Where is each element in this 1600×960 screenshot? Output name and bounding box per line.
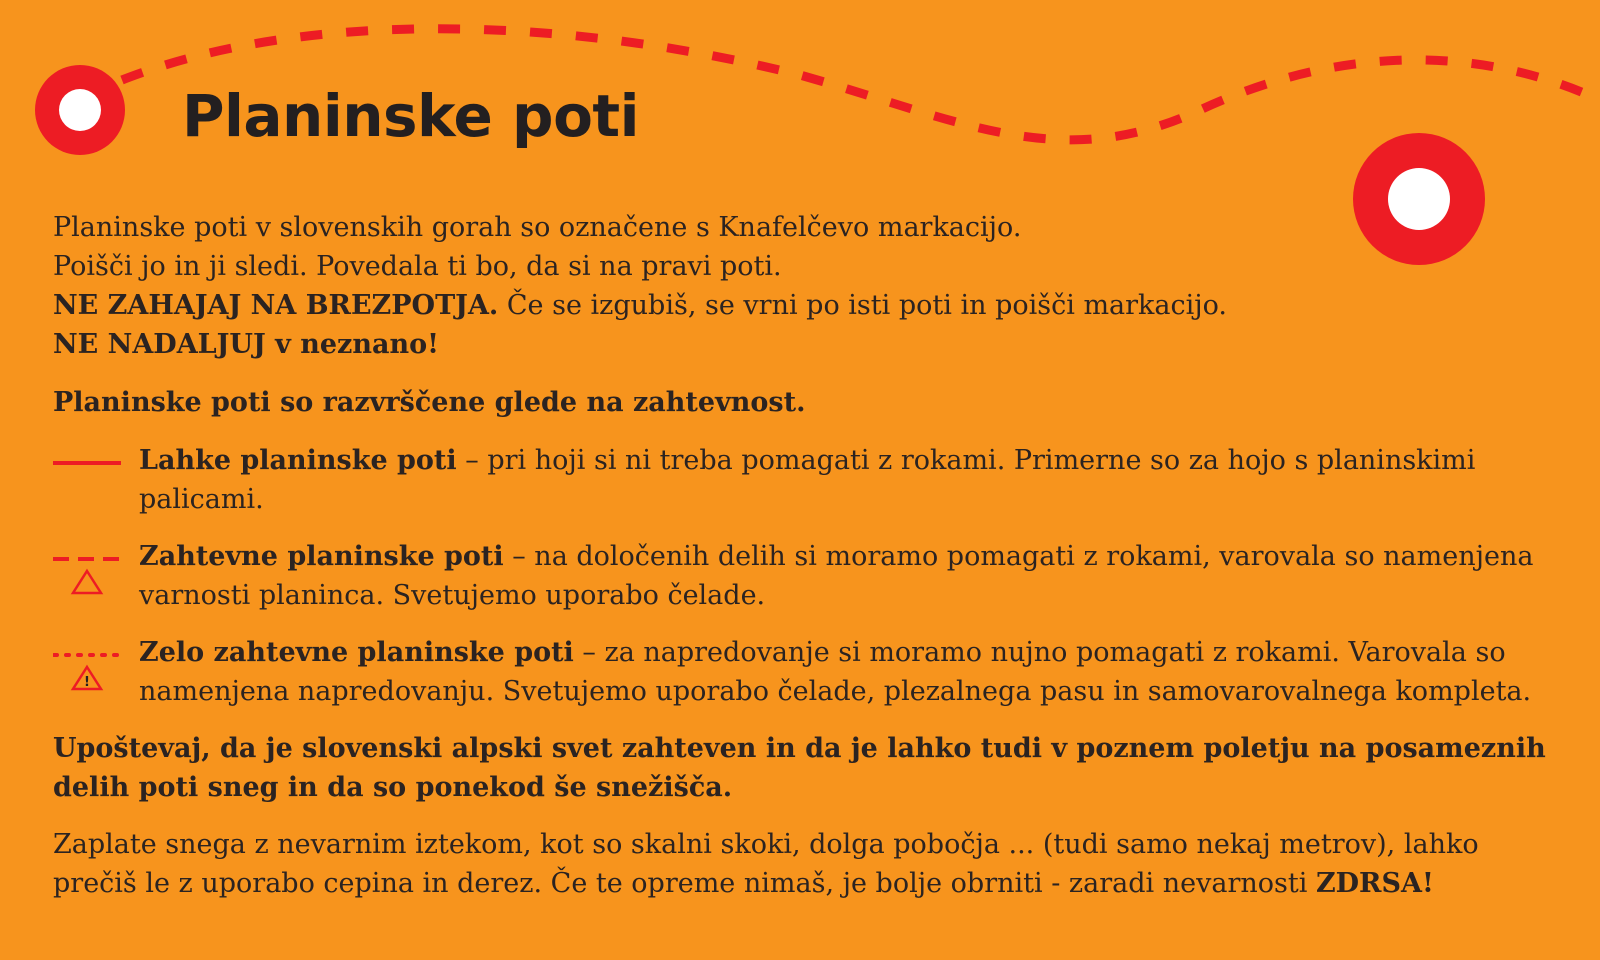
intro-line: Poišči jo in ji sledi. Povedala ti bo, da si na pravi poti. [53, 251, 782, 282]
legend-detail: – pri hoji si ni treba pomagati z rokami. Primerne so za hojo s planinskimi palicami. [139, 445, 1476, 515]
legend-detail: – na določenih delih si moramo pomagati z rokami, varovala so namenjena varnosti planinca. Svetujemo uporabo čelade. [139, 541, 1534, 611]
legend-description [139, 633, 1553, 711]
final-paragraph [53, 825, 1553, 903]
final-warning: ZDRSA! [1315, 868, 1434, 899]
legend-item-very-demanding [53, 633, 1553, 711]
intro-paragraph [53, 208, 1553, 364]
warning-text: NE ZAHAJAJ NA BREZPOTJA. [53, 290, 499, 321]
svg-text:!: ! [84, 675, 90, 690]
main-content [53, 208, 1553, 903]
legend-name: Lahke planinske poti [139, 445, 457, 476]
final-text: Zaplate snega z nevarnim iztekom, kot so skalni skoki, dolga pobočja ... (tudi samo nekaj metrov), lahko prečiš le z uporabo cepina in derez. Če te opreme nimaš, je bolje obrniti - zaradi nevarnosti [53, 829, 1479, 899]
classification-heading: Planinske poti so razvrščene glede na zahtevnost. [53, 387, 806, 418]
warning-text: NE NADALJUJ [53, 329, 266, 360]
legend-name: Zahtevne planinske poti [139, 541, 504, 572]
legend-detail: – za napredovanje si moramo nujno pomagati z rokami. Varovala so namenjena napredovanju. Svetujemo uporabo čelade, plezalnega pasu in samovarovalnega kompleta. [139, 637, 1532, 707]
legend-name: Zelo zahtevne planinske poti [139, 637, 574, 668]
solid-line-icon [53, 441, 123, 519]
dotted-line-exclamation-triangle-icon [53, 633, 123, 711]
warning-text: v neznano! [265, 329, 439, 360]
intro-line [53, 286, 1553, 325]
intro-line: Planinske poti v slovenskih gorah so označene s Knafelčevo markacijo. [53, 212, 1022, 243]
legend-description [139, 441, 1553, 519]
page-title: Planinske poti [182, 82, 640, 150]
intro-line [53, 325, 1553, 364]
dashed-line-warning-triangle-icon [53, 537, 123, 615]
legend-item-demanding [53, 537, 1553, 615]
knafelc-marker-icon [35, 65, 125, 155]
legend-item-easy [53, 441, 1553, 519]
snow-warning: Upoštevaj, da je slovenski alpski svet zahteven in da je lahko tudi v poznem poletju na posameznih delih poti sneg in da so ponekod še snežišča. [53, 733, 1546, 803]
legend-description [139, 537, 1553, 615]
intro-text: Če se izgubiš, se vrni po isti poti in poišči markacijo. [498, 290, 1227, 321]
